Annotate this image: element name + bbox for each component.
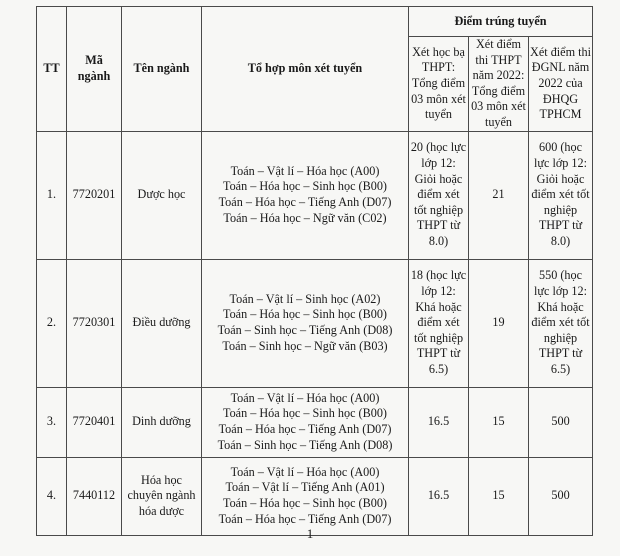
- header-tt: TT: [37, 7, 67, 132]
- header-code: Mã ngành: [67, 7, 122, 132]
- row-score-b: 19: [469, 259, 529, 387]
- row-name: Điều dưỡng: [122, 259, 202, 387]
- row-score-b: 15: [469, 457, 529, 535]
- combo-item: Toán – Sinh học – Ngữ văn (B03): [222, 338, 388, 353]
- row-tt: 3.: [37, 387, 67, 457]
- table-row: [37, 131, 593, 259]
- combo-item: Toán – Hóa học – Sinh học (B00): [223, 179, 387, 194]
- row-tt: 1.: [37, 131, 67, 259]
- header-method-b: Xét điểm thi THPT năm 2022: Tổng điểm 03 môn xét tuyển: [469, 37, 529, 132]
- table-row: [37, 387, 593, 457]
- combo-item: Toán – Vật lí – Hóa học (A00): [230, 163, 380, 178]
- combo-item: Toán – Hóa học – Ngữ văn (C02): [223, 210, 387, 225]
- combo-item: Toán – Sinh học – Tiếng Anh (D08): [217, 323, 393, 338]
- row-score-c: 500: [529, 387, 593, 457]
- header-name: Tên ngành: [122, 7, 202, 132]
- row-name: Hóa học chuyên ngành hóa dược: [122, 457, 202, 535]
- combo-item: Toán – Vật lí – Tiếng Anh (A01): [225, 480, 385, 495]
- header-score-group: Điểm trúng tuyển: [409, 7, 593, 37]
- combo-item: Toán – Hóa học – Tiếng Anh (D07): [218, 422, 392, 437]
- admission-scores-table: [36, 6, 593, 536]
- row-code: 7440112: [67, 457, 122, 535]
- row-code: 7720301: [67, 259, 122, 387]
- header-combo: Tổ hợp môn xét tuyển: [202, 7, 409, 132]
- row-tt: 4.: [37, 457, 67, 535]
- row-score-c: 600 (học lực lớp 12: Giỏi hoặc điểm xét tốt nghiệp THPT từ 8.0): [529, 131, 593, 259]
- header-row: [37, 7, 593, 37]
- row-name: Dược học: [122, 131, 202, 259]
- row-code: 7720201: [67, 131, 122, 259]
- header-method-c: Xét điểm thi ĐGNL năm 2022 của ĐHQG TPHCM: [529, 37, 593, 132]
- row-tt: 2.: [37, 259, 67, 387]
- table-row: [37, 457, 593, 535]
- combo-item: Toán – Hóa học – Sinh học (B00): [223, 496, 387, 511]
- table-row: [37, 259, 593, 387]
- row-score-a: 20 (học lực lớp 12: Giỏi hoặc điểm xét tốt nghiệp THPT từ 8.0): [409, 131, 469, 259]
- header-method-a: Xét học bạ THPT: Tổng điểm 03 môn xét tuyển: [409, 37, 469, 132]
- row-score-c: 500: [529, 457, 593, 535]
- combo-item: Toán – Hóa học – Tiếng Anh (D07): [218, 511, 392, 526]
- row-combos: [202, 457, 409, 535]
- combo-item: Toán – Vật lí – Hóa học (A00): [230, 390, 380, 405]
- row-score-c: 550 (học lực lớp 12: Khá hoặc điểm xét tốt nghiệp THPT từ 6.5): [529, 259, 593, 387]
- row-score-a: 18 (học lực lớp 12: Khá hoặc điểm xét tốt nghiệp THPT từ 6.5): [409, 259, 469, 387]
- row-score-a: 16.5: [409, 387, 469, 457]
- combo-item: Toán – Hóa học – Sinh học (B00): [223, 406, 387, 421]
- combo-item: Toán – Hóa học – Tiếng Anh (D07): [218, 195, 392, 210]
- row-score-b: 15: [469, 387, 529, 457]
- row-combos: [202, 131, 409, 259]
- row-combos: [202, 259, 409, 387]
- page-number: 1: [306, 526, 314, 541]
- row-combos: [202, 387, 409, 457]
- row-score-b: 21: [469, 131, 529, 259]
- row-score-a: 16.5: [409, 457, 469, 535]
- combo-item: Toán – Vật lí – Sinh học (A02): [229, 291, 381, 306]
- combo-item: Toán – Sinh học – Tiếng Anh (D08): [217, 437, 393, 452]
- combo-item: Toán – Hóa học – Sinh học (B00): [223, 307, 387, 322]
- row-name: Dinh dưỡng: [122, 387, 202, 457]
- combo-item: Toán – Vật lí – Hóa học (A00): [230, 464, 380, 479]
- row-code: 7720401: [67, 387, 122, 457]
